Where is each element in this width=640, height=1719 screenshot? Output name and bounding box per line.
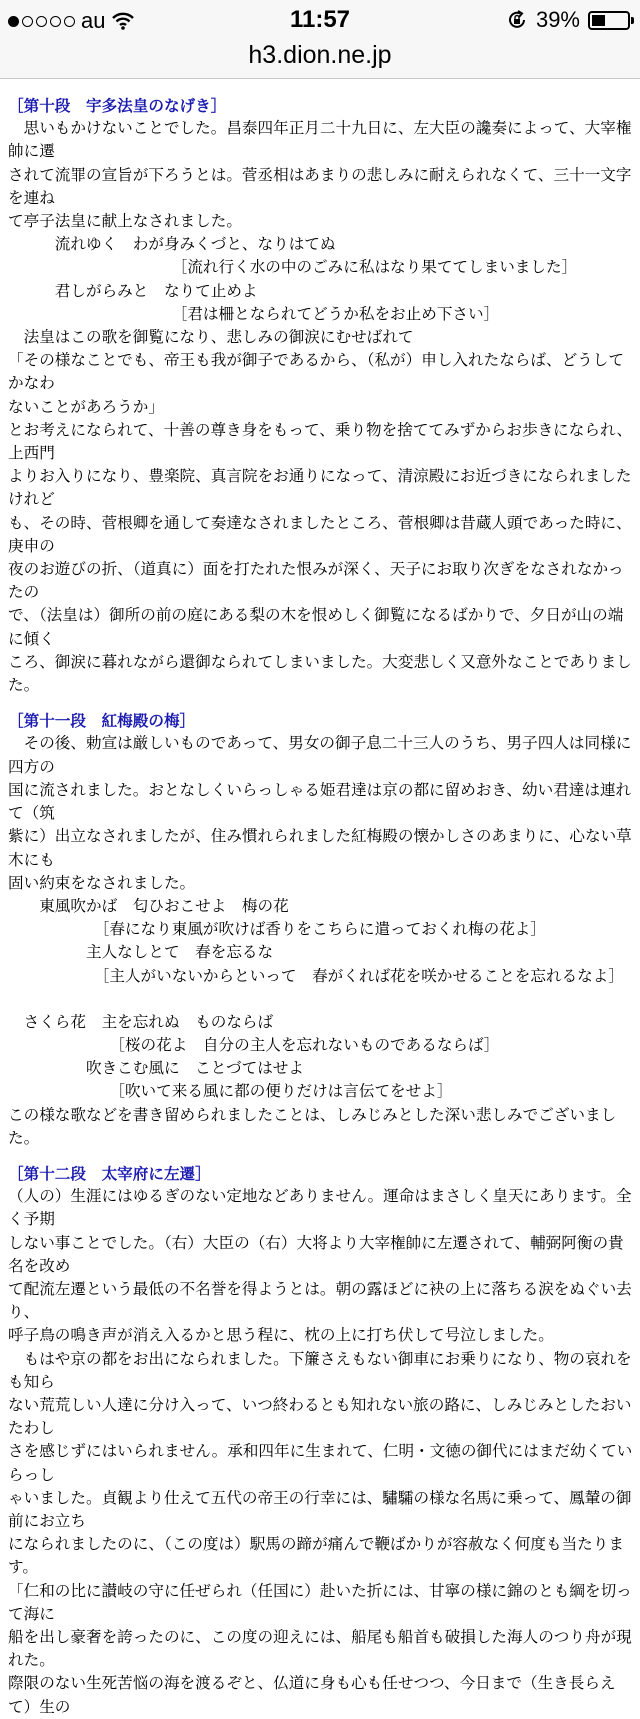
text-line: て配流左遷という最低の不名誉を得ようとは。朝の露ほどに袂の上に落ちる涙をぬぐい去り、 [8,1279,632,1322]
status-bar [0,0,640,40]
text-line: ない荒荒しい人達に分け入って、いつ終わるとも知れない旅の路に、しみじみとしたおいたわし [8,1395,632,1438]
section-title: ［第十段 宇多法皇のなげき］ [8,96,227,115]
blank-line [8,988,636,1011]
text-line: 「その様なことでも、帝王も我が御子であるから、（私が）申し入れたならば、どうしてかなわ [8,351,624,393]
text-line: 吹きこむ風に ことづてはせよ [8,1059,304,1078]
text-line: になられましたのに、（この度は）駅馬の蹄が痛んで鞭ばかりが容赦なく何度も当たります。 [8,1535,624,1577]
text-line: されて流罪の宣旨が下ろうとは。菅丞相はあまりの悲しみに耐えられなくて、三十一文字を連ね [8,165,632,207]
text-line: て亭子法皇に献上なされました。 [8,212,242,231]
battery-fill [592,15,605,26]
text-line: もはや京の都をお出になられました。下簾さえもない御車にお乗りになり、物の哀れをも知ら [8,1349,632,1391]
text-line: 国に流されました。おとなしくいらっしゃる姫君達は京の都に留めおき、幼い君達は連れて（筑 [8,780,632,823]
text-line: 主人なしとて 春を忘るな [8,943,274,962]
text-line: ［君は柵となられてどうか私をお止め下さい］ [8,304,500,323]
text-line: ［主人がいないからといって 春がくれば花を咲かせることを忘れるなよ］ [8,966,624,985]
carrier-name: au [81,8,106,33]
section-title: ［第十一段 紅梅殿の梅］ [8,711,196,731]
status-right [506,7,630,33]
article-content [8,86,636,1719]
text-line: 紫に）出立なされましたが、住み慣れられました紅梅殿の懐かしさのあまりに、心ない草木にも [8,827,632,869]
text-line: 呼子鳥の鳴き声が消え入るかと思う程に、枕の上に打ち伏して号泣しました。 [8,1326,554,1345]
text-line: 法皇はこの歌を御覧になり、悲しみの御涙にむせばれて [8,328,414,347]
url-domain: h3.dion.ne.jp [248,41,392,69]
text-line: 流れゆく わが身みくづと、なりはてぬ [8,235,336,254]
text-line: 際限のない生死苦悩の海を渡るぞと、仏道に身も心も任せつつ、今日まで（生き長らえて）生の [8,1674,616,1716]
text-line: 「仁和の比に讃岐の守に任ぜられ（任国に）赴いた折には、甘寧の様に錦のとも綱を切って海に [8,1581,632,1623]
text-line: （人の）生涯にはゆるぎのない定地などありません。運命はまさしく皇天にあります。全く予期 [8,1187,632,1229]
text-line: ［春になり東風が吹けば香りをこちらに遣っておくれ梅の花よ］ [8,920,546,939]
text-line: ［流れ行く水の中のごみに私はなり果ててしまいました］ [8,258,578,277]
text-line: 船を出し豪奢を誇ったのに、この度の迎えには、船尾も船首も破損した海人のつり舟が現れた。 [8,1628,632,1670]
text-line: ［吹いて来る風に都の便りだけは言伝てをせよ］ [8,1082,453,1101]
text-line: で、（法皇は）御所の前の庭にある梨の木を恨めしく御覧になるばかりで、夕日が山の端に傾く [8,606,624,648]
text-line: ないことがあろうか」 [8,397,164,416]
url-bar[interactable] [0,40,640,79]
text-line: 固い約束をなされました。 [8,873,196,892]
orientation-lock-icon [506,9,528,31]
battery-icon [588,11,630,30]
text-line: この様な歌などを書き留められましたことは、しみじみとした深い悲しみでございました。 [8,1105,617,1147]
text-line: さを感じずにはいられません。承和四年に生まれて、仁明・文徳の御代にはまだ幼くていらっし [8,1442,633,1484]
clock: 11:57 [289,6,351,33]
text-line: とお考えになられて、十善の尊き身をもって、乗り物を捨ててみずからお歩きになられ、上西門 [8,420,633,463]
text-line: 東風吹かば 匂ひおこせよ 梅の花 [8,896,289,915]
text-line: 君しがらみと なりて止めよ [8,281,258,300]
text-line: 夜のお遊びの折、（道真に）面を打たれた恨みが深く、天子にお取り次ぎをなされなかったの [8,560,624,602]
text-line: ころ、御涙に暮れながら還御なられてしまいました。大変悲しく又意外なことでありました。 [8,652,632,695]
battery-percent: 39% [535,7,580,32]
text-line: ゃいました。貞観より仕えて五代の帝王の行幸には、驌驦の様な名馬に乗って、鳳輦の御前にお立ち [8,1488,632,1530]
text-line: その後、勅宣は厳しいものであって、男女の御子息二十三人のうち、男子四人は同様に四方の [8,734,632,776]
text-line: も、その時、菅根卿を通して奏達なされましたところ、菅根卿は昔蔵人頭であった時に、庚申の [8,513,632,555]
text-line: しない事ことでした。（右）大臣の（右）大将より大宰権帥に左遷されて、輔弼阿衡の貴名を改め [8,1233,624,1275]
text-line: ［桜の花よ 自分の主人を忘れないものであるならば］ [8,1035,500,1054]
text-line: さくら花 主を忘れぬ ものならば [8,1012,274,1031]
text-line: よりお入りになり、豊楽院、真言院をお通りになって、清涼殿にお近づきになられましたけれど [8,467,632,509]
text-line: 思いもかけないことでした。昌泰四年正月二十九日に、左大臣の讒奏によって、大宰権帥に遷 [8,119,632,161]
section-title: ［第十二段 太宰府に左遷］ [8,1163,211,1183]
